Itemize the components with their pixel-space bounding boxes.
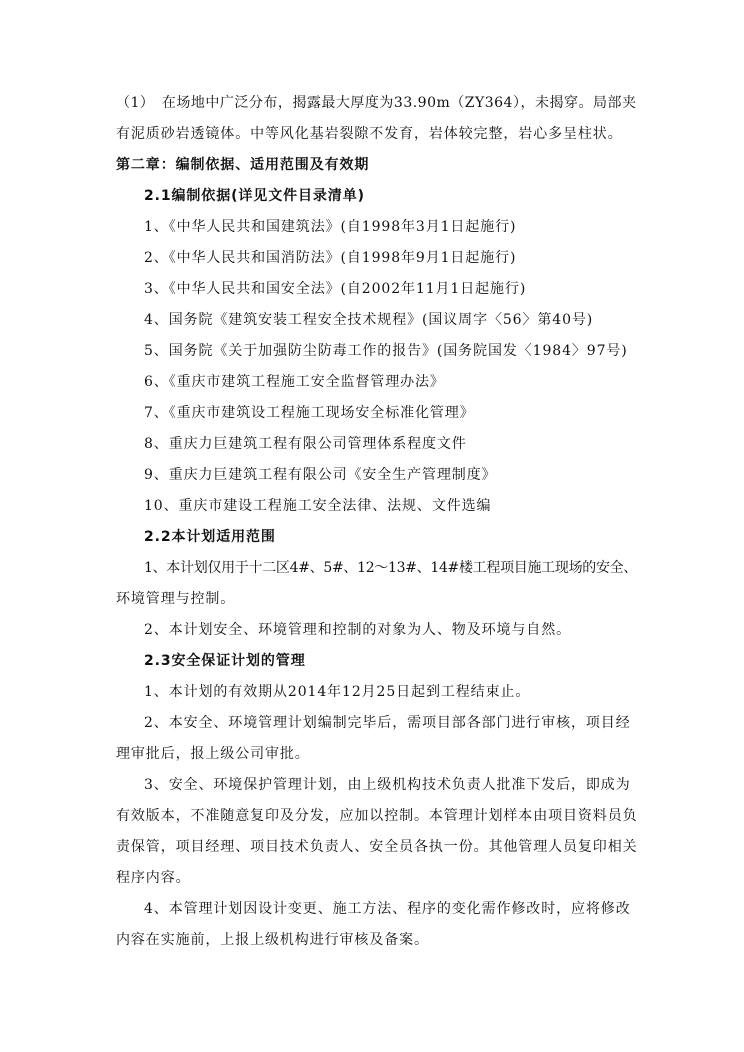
basis-item: 1、《中华人民共和国建筑法》(自1998年3月1日起施行) xyxy=(144,219,517,235)
management-paragraph-2-line-2: 理审批后，报上级公司审批。 xyxy=(116,746,310,762)
management-paragraph-3-line-1: 3、安全、环境保护管理计划，由上级机构技术负责人批准下发后，即成为 xyxy=(144,777,631,793)
basis-item: 10、重庆市建设工程施工安全法律、法规、文件选编 xyxy=(144,498,492,514)
basis-item: 5、国务院《关于加强防尘防毒工作的报告》(国务院国发〈1984〉97号) xyxy=(144,343,628,359)
basis-item: 2、《中华人民共和国消防法》(自1998年9月1日起施行) xyxy=(144,250,517,266)
section-2-2-heading: 2.2本计划适用范围 xyxy=(144,529,276,545)
scope-paragraph-1-line-1: 1、本计划仅用于十二区4#、5#、12～13#、14#楼工程项目施工现场的安全、 xyxy=(144,560,638,576)
management-paragraph-4-line-2: 内容在实施前，上报上级机构进行审核及备案。 xyxy=(116,932,429,948)
management-paragraph-3-line-2: 有效版本，不准随意复印及分发，应加以控制。本管理计划样本由项目资料员负 xyxy=(116,808,638,824)
management-paragraph-3-line-3: 责保管，项目经理、项目技术负责人、安全员各执一份。其他管理人员复印相关 xyxy=(116,839,638,855)
management-paragraph-4-line-1: 4、本管理计划因设计变更、施工方法、程序的变化需作修改时，应将修改 xyxy=(144,901,631,917)
basis-item: 7、《重庆市建筑设工程施工现场安全标准化管理》 xyxy=(144,405,475,421)
section-2-3-heading: 2.3安全保证计划的管理 xyxy=(144,653,306,669)
basis-item: 8、重庆力巨建筑工程有限公司管理体系程度文件 xyxy=(144,436,467,452)
chapter-title: 第二章：编制依据、适用范围及有效期 xyxy=(116,157,370,173)
basis-item: 4、国务院《建筑安装工程安全技术规程》(国议周字〈56〉第40号) xyxy=(144,312,594,328)
basis-item: 6、《重庆市建筑工程施工安全监督管理办法》 xyxy=(144,374,445,390)
management-paragraph-1: 1、本计划的有效期从2014年12月25日起到工程结束止。 xyxy=(144,684,531,700)
scope-paragraph-1-line-2: 环境管理与控制。 xyxy=(116,591,236,607)
management-paragraph-3-line-4: 程序内容。 xyxy=(116,870,191,886)
section-2-1-heading: 2.1编制依据(详见文件目录清单) xyxy=(144,188,365,204)
intro-paragraph-line-2: 有泥质砂岩透镜体。中等风化基岩裂隙不发育，岩体较完整，岩心多呈柱状。 xyxy=(116,126,623,142)
basis-item: 9、重庆力巨建筑工程有限公司《安全生产管理制度》 xyxy=(144,467,497,483)
management-paragraph-2-line-1: 2、本安全、环境管理计划编制完毕后，需项目部各部门进行审核，项目经 xyxy=(144,715,631,731)
scope-paragraph-2: 2、本计划安全、环境管理和控制的对象为人、物及环境与自然。 xyxy=(144,622,572,638)
intro-paragraph-line-1: （1） 在场地中广泛分布，揭露最大厚度为33.90m（ZY364），未揭穿。局部夹 xyxy=(116,95,637,111)
basis-item: 3、《中华人民共和国安全法》(自2002年11月1日起施行) xyxy=(144,281,527,297)
